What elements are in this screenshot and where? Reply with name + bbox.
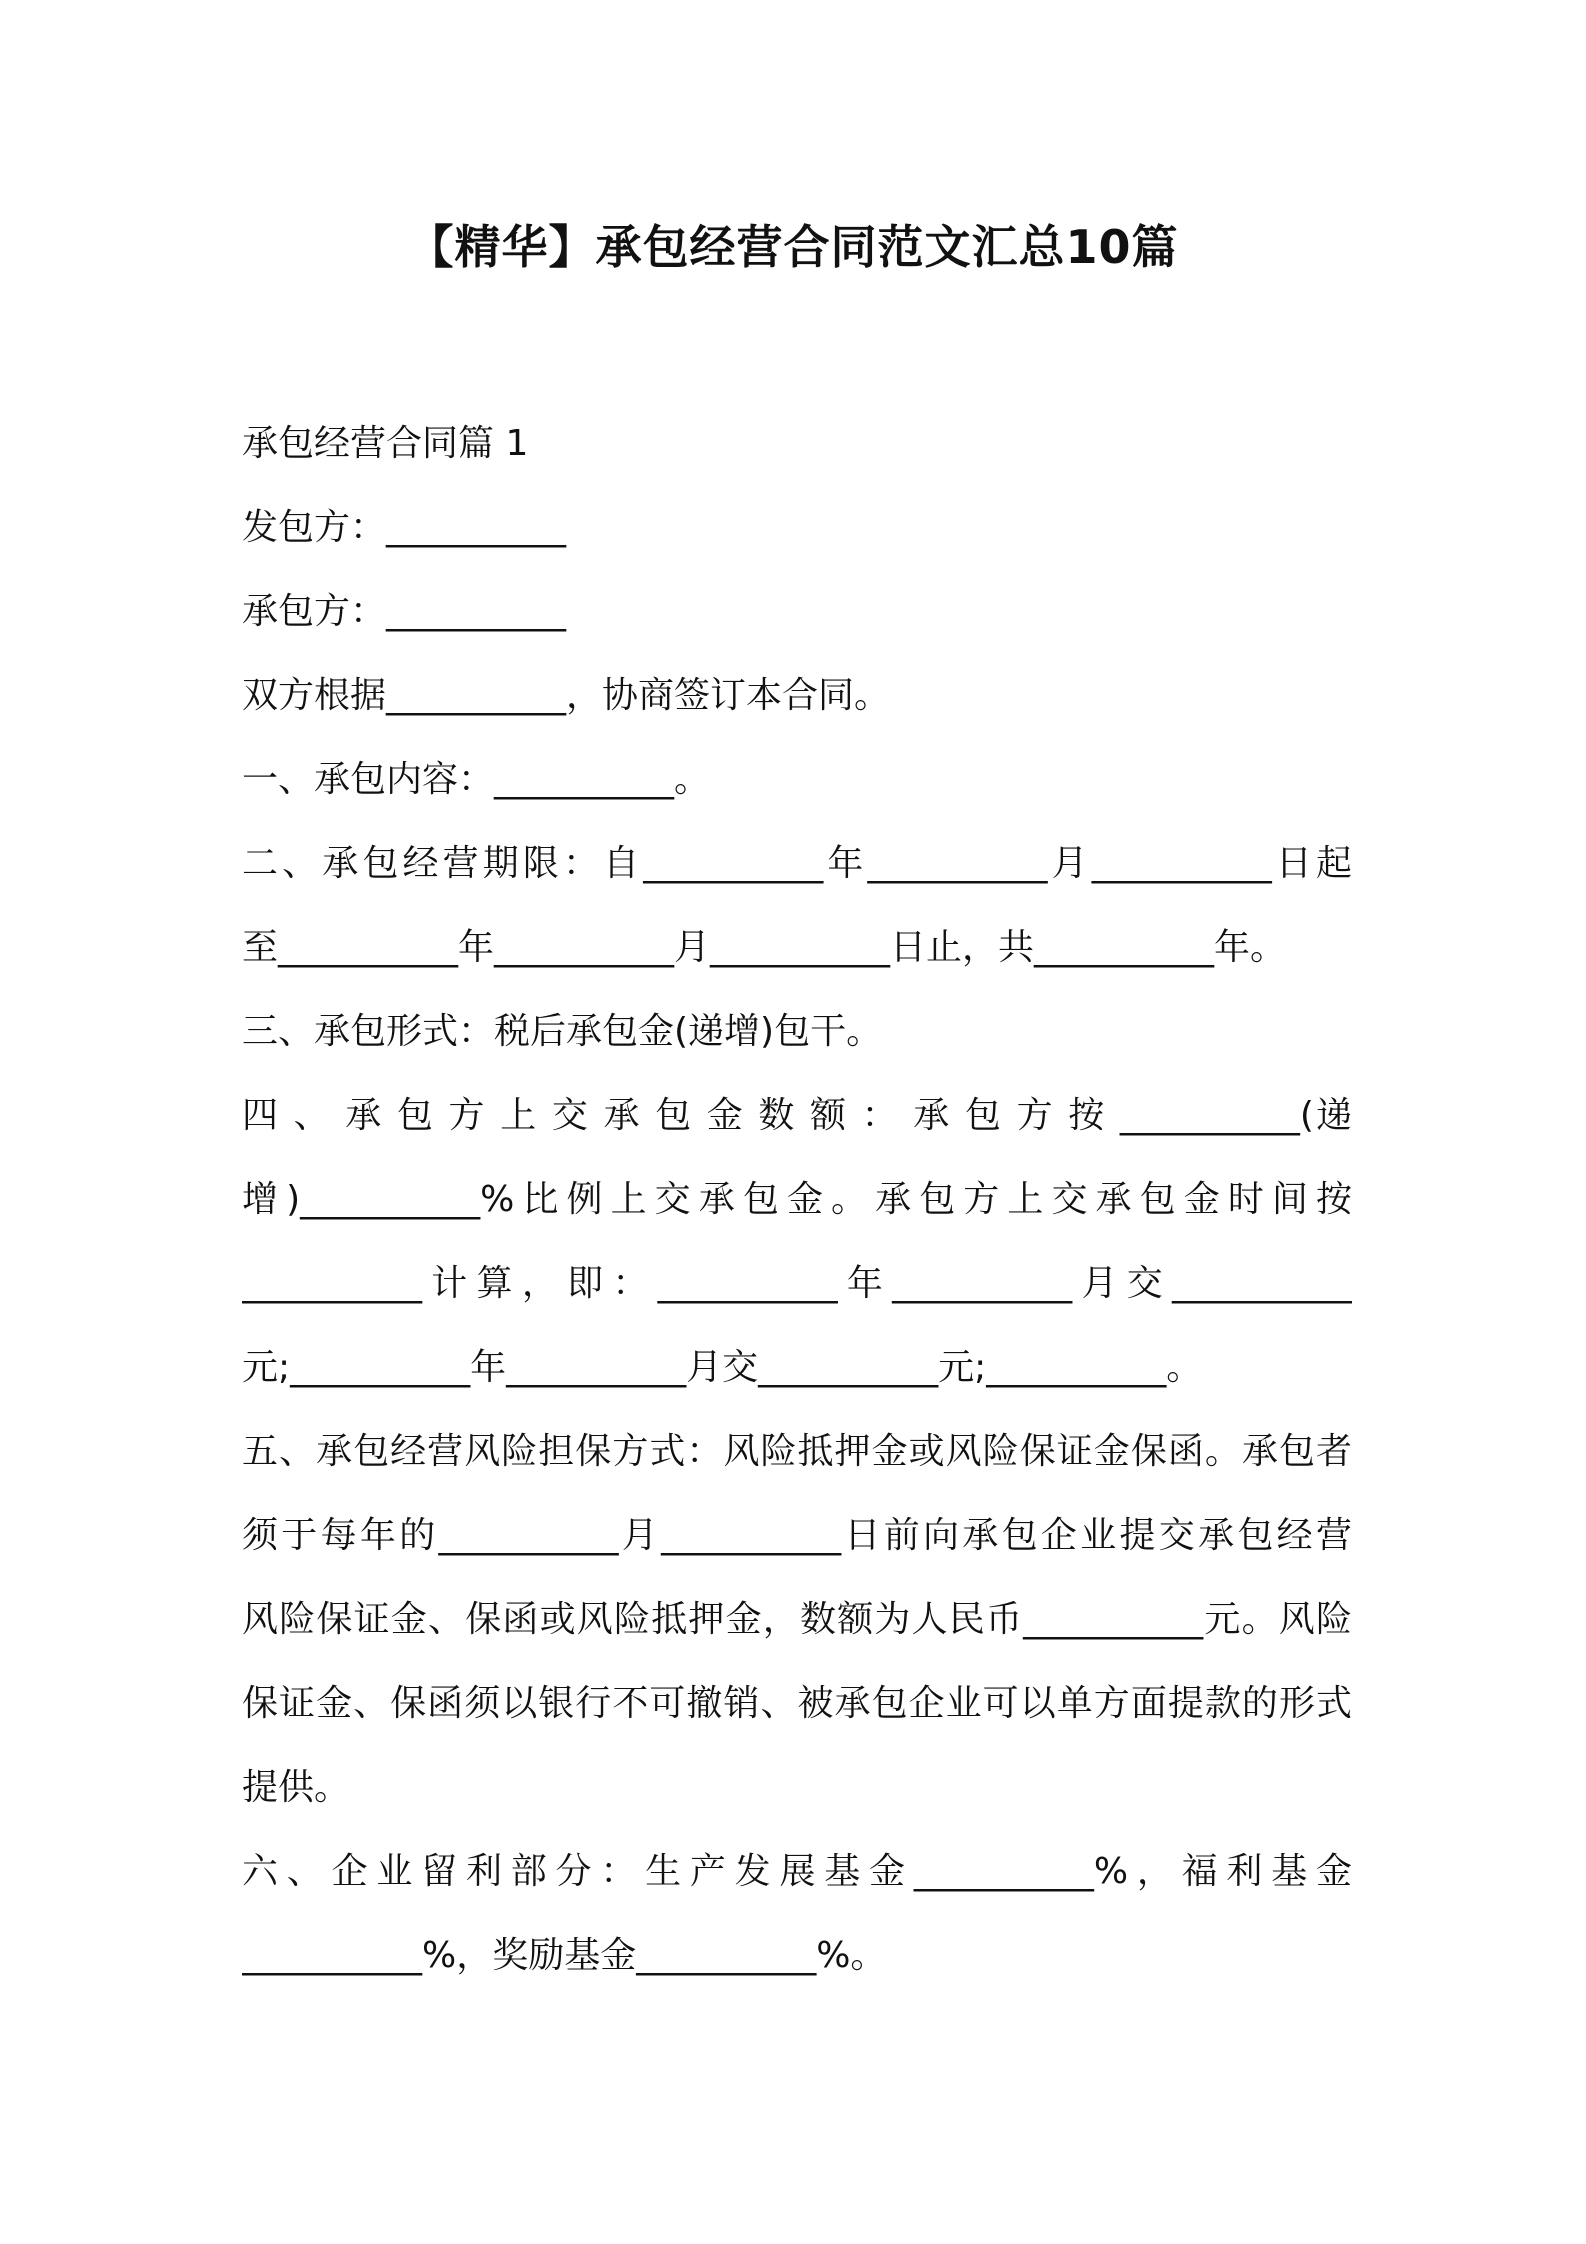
section-heading: 承包经营合同篇 1 [242,423,529,464]
contract-line-guarantee-2: 须于每年的__________月__________日前向承包企业提交承包经营 [242,1515,1352,1556]
contract-line-amount-1: 四 、 承 包 方 上 交 承 包 金 数 额 ： 承 包 方 按 __________(递 [242,1095,1352,1136]
contract-line-amount-4: 元;__________年__________月交__________元;__________。 [242,1347,1203,1388]
document-title: 【精华】承包经营合同范文汇总10篇 [407,220,1179,274]
contract-line-guarantee-1: 五、承包经营风险担保方式：风险抵押金或风险保证金保函。承包者 [242,1431,1352,1472]
contract-line-amount-2: 增)__________%比例上交承包金。承包方上交承包金时间按 [242,1179,1352,1220]
contract-line-guarantee-5: 提供。 [242,1767,351,1808]
contract-line-amount-3: __________计算，即：__________年__________月交__________ [242,1263,1352,1304]
contract-line-basis: 双方根据__________，协商签订本合同。 [242,675,891,716]
contract-line-profit-1: 六、企业留利部分：生产发展基金__________%，福利基金 [242,1851,1352,1892]
contract-line-profit-2: __________%，奖励基金__________%。 [242,1935,887,1976]
contract-line-form: 三、承包形式：税后承包金(递增)包干。 [242,1011,883,1052]
contract-line-guarantee-3: 风险保证金、保函或风险抵押金，数额为人民币__________元。风险 [242,1599,1352,1640]
contract-line-issuer: 发包方：__________ [242,507,567,548]
contract-line-term-start: 二、承包经营期限：自__________年__________月__________日起 [242,843,1352,884]
contract-line-content: 一、承包内容：__________。 [242,759,711,800]
contract-body [242,402,1352,1998]
contract-line-term-end: 至__________年__________月__________日止，共__________年。 [242,927,1287,968]
contract-line-guarantee-4: 保证金、保函须以银行不可撤销、被承包企业可以单方面提款的形式 [242,1683,1352,1724]
contract-line-contractor: 承包方：__________ [242,591,567,632]
